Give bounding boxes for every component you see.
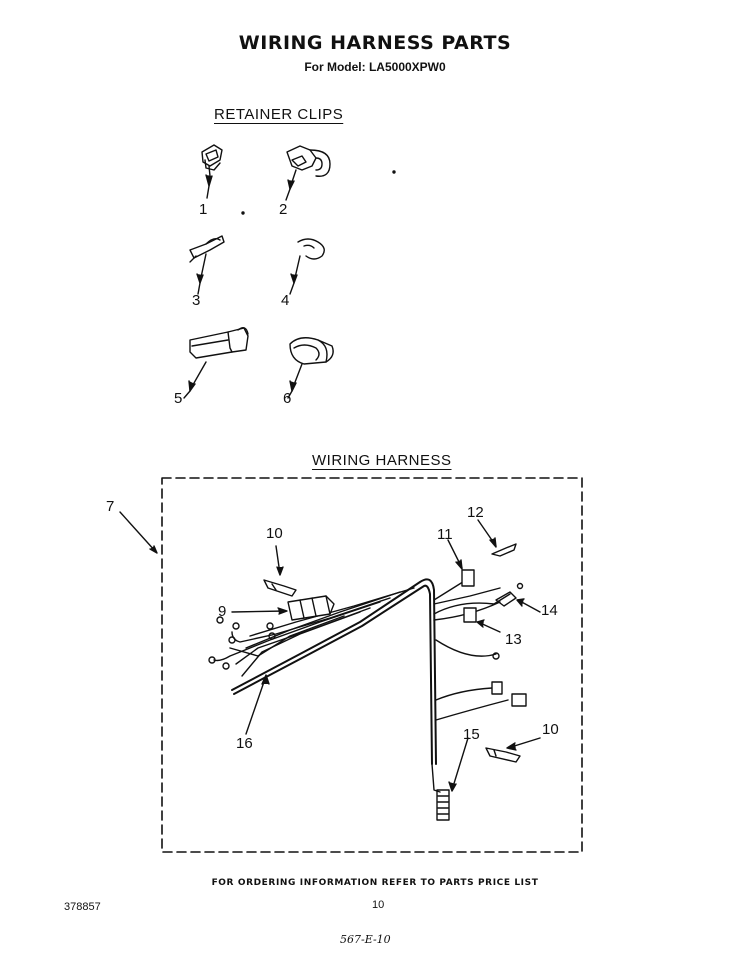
harness-trunk (232, 579, 436, 764)
callout-12: 12 (467, 504, 484, 521)
callout-4: 4 (281, 292, 290, 309)
callout-15: 15 (463, 726, 480, 743)
callout-10-upper: 10 (266, 525, 283, 542)
callout-7: 7 (106, 498, 115, 515)
wiring-harness-heading: WIRING HARNESS (312, 452, 452, 469)
callout-11: 11 (437, 526, 453, 543)
callout-2: 2 (279, 201, 288, 218)
callout-1: 1 (199, 201, 208, 218)
callout-5: 5 (174, 390, 183, 407)
document-number: 378857 (64, 901, 101, 913)
callout-3: 3 (192, 292, 201, 309)
handwritten-code: 567-E-10 (340, 933, 391, 946)
harness-right-branches (434, 576, 510, 720)
ordering-note: FOR ORDERING INFORMATION REFER TO PARTS PRICE LIST (211, 878, 539, 888)
model-subtitle: For Model: LA5000XPW0 (304, 60, 446, 74)
clip-3-drawing (190, 236, 224, 294)
clip-4-drawing (290, 239, 324, 294)
callout-13: 13 (505, 631, 522, 648)
clip-2-drawing (286, 146, 330, 200)
terminal-10-upper (264, 580, 296, 596)
connector-15-drawing (432, 764, 449, 820)
callout-9: 9 (218, 603, 227, 620)
clip-1-drawing (202, 145, 222, 198)
clip-5-drawing (184, 328, 248, 398)
page-number: 10 (372, 899, 385, 911)
retainer-clips-heading: RETAINER CLIPS (214, 106, 344, 123)
callout-16: 16 (236, 735, 253, 752)
clip-6-drawing (288, 338, 333, 398)
page-title: WIRING HARNESS PARTS (238, 32, 512, 54)
callout-10-lower: 10 (542, 721, 559, 738)
callout-14: 14 (541, 602, 558, 619)
callout-6: 6 (283, 390, 292, 407)
